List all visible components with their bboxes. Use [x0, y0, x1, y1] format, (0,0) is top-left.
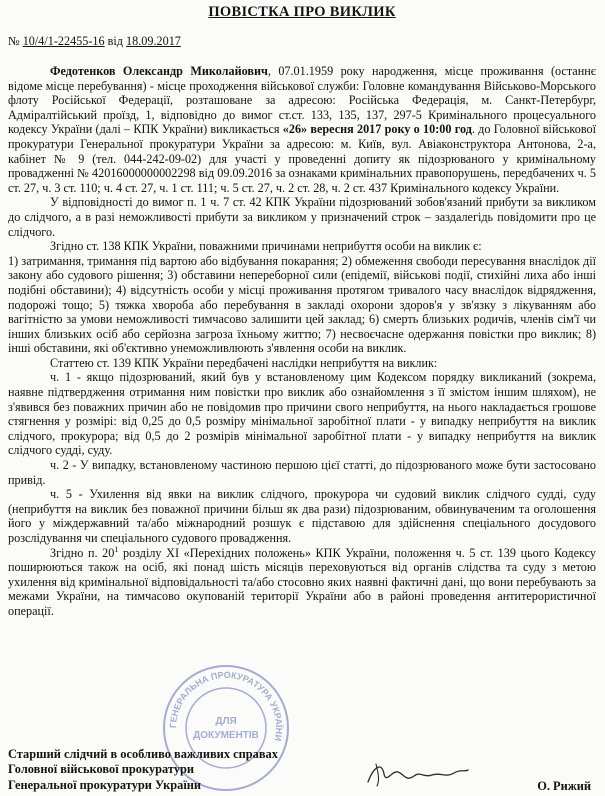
paragraph-obligation: У відповідності до вимог п. 1 ч. 7 ст. 42 КПК України підозрюваний зобов'язаний прибути за викликом до слідчого, а в разі неможливості прибути за викликом у призначений строк – заздалегідь повідомити про це слідчого.: [8, 195, 596, 239]
transitional-text-a: Згідно п. 20: [50, 545, 115, 560]
ref-date: 18.09.2017: [126, 34, 181, 48]
signer-position: Старший слідчий в особливо важливих справах: [8, 747, 278, 761]
signer-office: Генеральної прокуратури України: [8, 777, 202, 792]
valid-reasons-list: 1) затримання, тримання під вартою або відбування покарання; 2) обмеження свободи пересування внаслідок дії закону або судового рішення; 3) обставини непереборної сили (епідемії, військові події, стихійні лиха або інші подібні обставини); 4) відсутність особи у місці проживання протягом тривалого часу внаслідок відрядження, подорожі тощо; 5) тяжка хвороба або перебування в закладі охорони здоров'я у зв'язку з лікуванням або вагітністю за умови неможливості тимчасово залишити цей заклад; 6) смерть близьких родичів, членів сім'ї чи інших близьких осіб або серйозна загроза їхньому життю; 7) несвоєчасне одержання повістки про виклик; 8) інші обставини, які об'єктивно унеможливлюють з'явлення особи на виклик.: [8, 253, 596, 356]
ref-prefix: №: [8, 34, 20, 48]
ref-mid: від: [107, 34, 123, 48]
intro-text-b: . до Головної військової прокуратури Генеральної прокуратури України за адресою: м. Київ, вул. Авіаконструктора Антонова, 2-а, кабінет № 9 (тел. 044-242-09-02) для участі у проведенні допиту як підозрюваного у кримінальному провадженні № 42016000000002298 від 09.09.2016 за ознаками кримінальних правопорушень, передбачених ч. 5 ст. 27, ч. 3 ст. 110; ч. 4 ст. 27, ч. 1 ст. 111; ч. 5 ст. 27, ч. 2 ст. 28, ч. 2 ст. 437 Кримінального кодексу України.: [8, 122, 596, 195]
intro-paragraph: [8, 64, 596, 195]
appointment-date: «26» вересня 2017 року о 10:00 год: [282, 122, 472, 137]
signer-name: О. Рижий: [537, 779, 591, 793]
paragraph-valid-reasons: Згідно ст. 138 КПК України, поважними причинами неприбуття особи на виклик є:: [50, 239, 482, 254]
signature-block: [8, 747, 278, 793]
signer-department: Головної військової прокуратури: [8, 762, 195, 777]
stamp-arc-text: ГЕНЕРАЛЬНА ПРОКУРАТУРА УКРАЇНИ: [167, 669, 285, 742]
stamp-center-line-1: ДЛЯ: [215, 716, 237, 727]
ref-number: 10/4/1-22455-16: [22, 34, 105, 48]
intro-text-a: , 07.01.1959 року народження, місце проживання (останнє відоме місце перебування) - місце проходження військової служби: Головне командування Військово-Морського флоту Російської Федерації, розташоване за адресою: Російська Федерація, м. Санкт-Петербург, Адміралтійський проїзд, 1, відповідно до вимог ст.ст. 133, 135, 137, 297-5 Кримінального процесуального кодексу України (далі – КПК України) викликається: [8, 64, 596, 137]
paragraph-transitional: [8, 546, 596, 619]
paragraph-consequences: Статтею ст. 139 КПК України передбачені наслідки неприбуття на виклик:: [50, 355, 438, 370]
document-title: ПОВІСТКА ПРО ВИКЛИК: [208, 4, 396, 20]
paragraph-part-2: ч. 2 - У випадку, встановленому частиною першою цієї статті, до підозрюваного може бути застосовано привід.: [8, 458, 596, 487]
transitional-text-b: розділу XI «Перехідних положень» КПК України, положення ч. 5 ст. 139 цього Кодексу поширюються також на осіб, які понад шість місяців переховуються від органів слідства та суду з метою ухилення від кримінальної відповідальності та/або стосовно яких наявні фактичні дані, що вони перебувають за межами України, на тимчасово окупованій території України або в районі проведення антитерористичної операції.: [8, 545, 596, 618]
transitional-sup: 1: [114, 544, 119, 554]
reference-line: [8, 34, 596, 49]
suspect-name: Федотенков Олександр Миколайович: [50, 64, 268, 78]
handwritten-signature: [362, 756, 472, 790]
document-body: [8, 64, 596, 619]
stamp-center-line-2: ДОКУМЕНТІВ: [193, 730, 259, 741]
paragraph-part-1: ч. 1 - якщо підозрюваний, який був у встановленому цим Кодексом порядку викликаний (зокрема, наявне підтвердження отримання ним повістки про виклик або ознайомлення з її змістом іншим шляхом), не з'явився без поважних причин або не повідомив про причини свого неприбуття, на нього накладається грошове стягнення у розмірі: від 0,25 до 0,5 розміру мінімальної заробітної плати - у випадку неприбуття на виклик слідчого, прокурора; від 0,5 до 2 розмірів мінімальної заробітної плати - у випадку неприбуття на виклик слідчого судді, суду.: [8, 370, 596, 458]
paragraph-part-5: ч. 5 - Ухилення від явки на виклик слідчого, прокурора чи судовий виклик слідчого судді, суду (неприбуття на виклик без поважної причини більш як два рази) підозрюваним, обвинуваченим та оголошення його у міждержавний та/або міжнародний розшук є підставою для здійснення спеціального досудового розслідування чи спеціального судового провадження.: [8, 487, 596, 545]
